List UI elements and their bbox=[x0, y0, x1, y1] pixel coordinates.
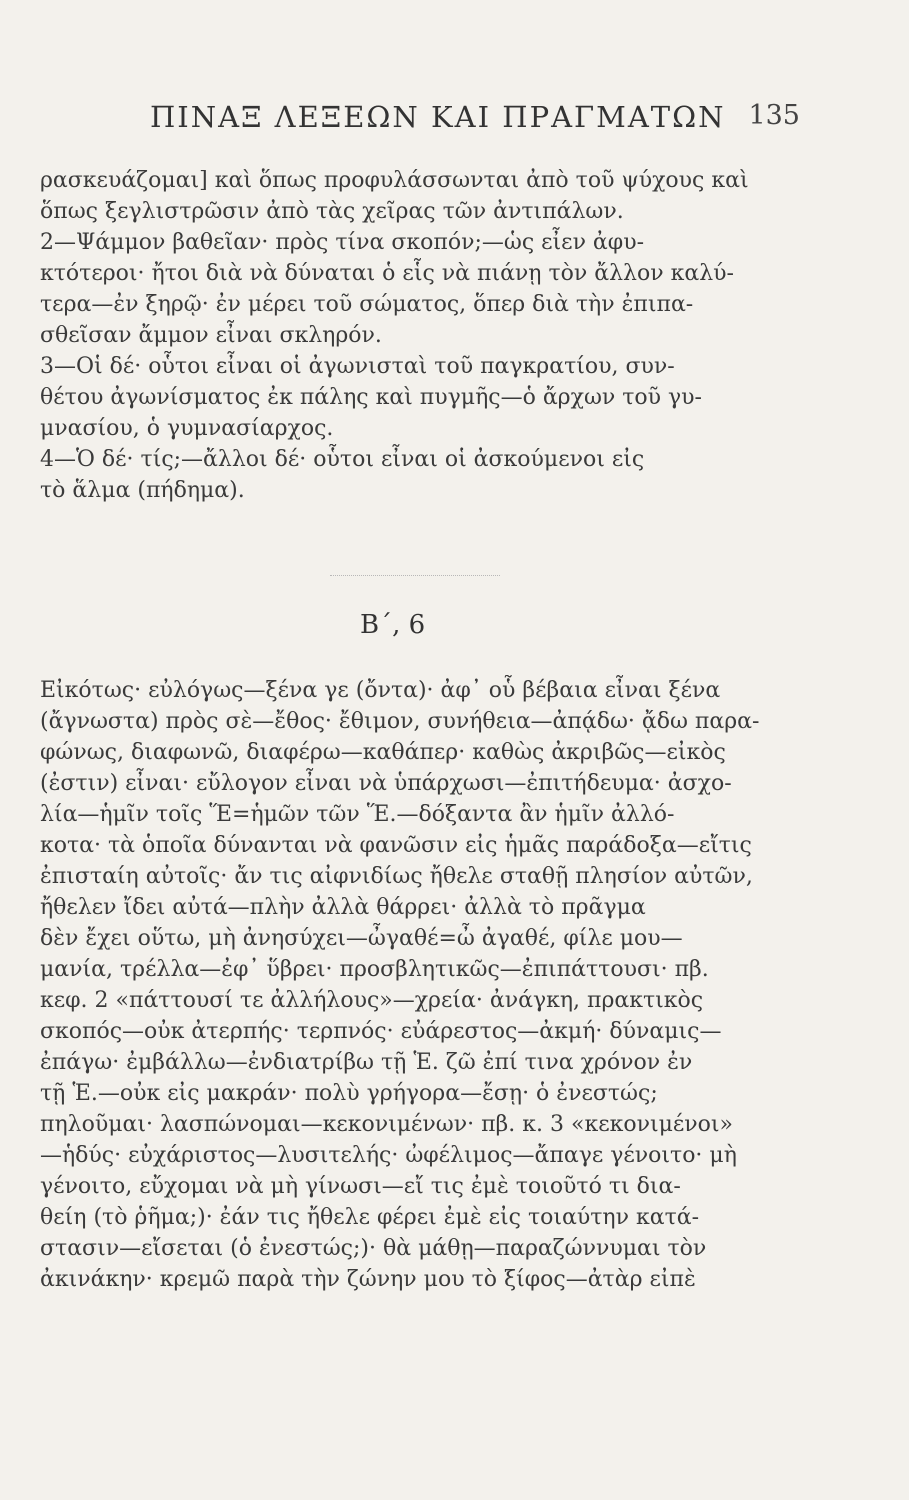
page-number: 135 bbox=[748, 100, 800, 131]
section-divider bbox=[330, 575, 500, 576]
text-line: μνασίου, ὁ γυμνασίαρχος. bbox=[40, 416, 334, 441]
text-line: ἐπισταίη αὐτοῖς· ἄν τις αἰφνιδίως ἤθελε σταθῇ πλησίον αὐτῶν, bbox=[40, 864, 753, 889]
running-header bbox=[40, 100, 800, 160]
text-line: κοτα· τὰ ὁποῖα δύνανται νὰ φανῶσιν εἰς ἡμᾶς παράδοξα—εἴτις bbox=[40, 833, 752, 858]
text-line: 3—Οἱ δέ· οὗτοι εἶναι οἱ ἀγωνισταὶ τοῦ παγκρατίου, συν- bbox=[40, 354, 675, 379]
text-line: 2—Ψάμμον βαθεῖαν· πρὸς τίνα σκοπόν;—ὡς εἶεν ἀφυ- bbox=[40, 230, 645, 255]
running-title: ΠΙΝΑΞ ΛΕΞΕΩΝ ΚΑΙ ΠΡΑΓΜΑΤΩΝ bbox=[150, 100, 726, 134]
text-line: μανία, τρέλλα—ἐφ᾽ ὕβρει· προσβλητικῶς—ἐπιπάττουσι· πβ. bbox=[40, 957, 709, 982]
text-line: (ἐστιν) εἶναι· εὔλογον εἶναι νὰ ὑπάρχωσι—ἐπιτήδευμα· ἀσχο- bbox=[40, 771, 732, 796]
text-line: τερα—ἐν ξηρῷ· ἐν μέρει τοῦ σώματος, ὅπερ διὰ τὴν ἐπιπα- bbox=[40, 292, 694, 317]
text-line: ρασκευάζομαι] καὶ ὅπως προφυλάσσωνται ἀπὸ τοῦ ψύχους καὶ bbox=[40, 168, 749, 193]
text-line: ἐπάγω· ἐμβάλλω—ἐνδιατρίβω τῇ Ἑ. ζῶ ἐπί τινα χρόνον ἐν bbox=[40, 1050, 693, 1075]
text-line: λία—ἡμῖν τοῖς Ἕ=ἡμῶν τῶν Ἕ.—δόξαντα ἂν ἡμῖν ἀλλό- bbox=[40, 802, 675, 827]
text-line: ἤθελεν ἴδει αὐτά—πλὴν ἀλλὰ θάρρει· ἀλλὰ τὸ πρᾶγμα bbox=[40, 895, 646, 920]
text-line: ἀκινάκην· κρεμῶ παρὰ τὴν ζώνην μου τὸ ξίφος—ἀτὰρ εἰπὲ bbox=[40, 1267, 696, 1292]
text-line: κεφ. 2 «πάττουσί τε ἀλλήλους»—χρεία· ἀνάγκη, πρακτικὸς bbox=[40, 988, 704, 1013]
text-line: 4—Ὁ δέ· τίς;—ἄλλοι δέ· οὗτοι εἶναι οἱ ἀσκούμενοι εἰς bbox=[40, 447, 645, 472]
commentary-section-2 bbox=[40, 675, 800, 1295]
text-line: φώνως, διαφωνῶ, διαφέρω—καθάπερ· καθὼς ἀκριβῶς—εἰκὸς bbox=[40, 740, 726, 765]
commentary-section-1 bbox=[40, 165, 800, 506]
text-line: τῇ Ἑ.—οὐκ εἰς μακράν· πολὺ γρήγορα—ἔσῃ· ὁ ἐνεστώς; bbox=[40, 1081, 658, 1106]
text-line: δὲν ἔχει οὕτω, μὴ ἀνησύχει—ὦγαθέ=ὦ ἀγαθέ, φίλε μου— bbox=[40, 926, 683, 951]
section-heading: Β΄, 6 bbox=[360, 610, 426, 640]
text-line: σκοπός—οὐκ ἀτερπής· τερπνός· εὐάρεστος—ἀκμή· δύναμις— bbox=[40, 1019, 722, 1044]
text-line: πηλοῦμαι· λασπώνομαι—κεκονιμένων· πβ. κ. 3 «κεκονιμένοι» bbox=[40, 1112, 733, 1137]
text-line: (ἄγνωστα) πρὸς σὲ—ἔθος· ἔθιμον, συνήθεια—ἀπᾴδω· ᾄδω παρα- bbox=[40, 709, 760, 734]
text-line: θέτου ἀγωνίσματος ἐκ πάλης καὶ πυγμῆς—ὁ ἄρχων τοῦ γυ- bbox=[40, 385, 702, 410]
text-line: τὸ ἅλμα (πήδημα). bbox=[40, 478, 245, 503]
text-line: κτότεροι· ἤτοι διὰ νὰ δύναται ὁ εἷς νὰ πιάνῃ τὸν ἄλλον καλύ- bbox=[40, 261, 734, 286]
text-line: στασιν—εἴσεται (ὁ ἐνεστώς;)· θὰ μάθῃ—παραζώννυμαι τὸν bbox=[40, 1236, 707, 1261]
text-line: γένοιτο, εὔχομαι νὰ μὴ γίνωσι—εἴ τις ἐμὲ τοιοῦτό τι δια- bbox=[40, 1174, 681, 1199]
book-page bbox=[40, 0, 840, 1500]
text-line: ὅπως ξεγλιστρῶσιν ἀπὸ τὰς χεῖρας τῶν ἀντιπάλων. bbox=[40, 199, 624, 224]
text-line: σθεῖσαν ἄμμον εἶναι σκληρόν. bbox=[40, 323, 382, 348]
text-line: θείη (τὸ ῥῆμα;)· ἐάν τις ἤθελε φέρει ἐμὲ εἰς τοιαύτην κατά- bbox=[40, 1205, 700, 1230]
text-line: —ἡδύς· εὐχάριστος—λυσιτελής· ὠφέλιμος—ἄπαγε γένοιτο· μὴ bbox=[40, 1143, 737, 1168]
text-line: Εἰκότως· εὐλόγως—ξένα γε (ὄντα)· ἀφ᾽ οὗ βέβαια εἶναι ξένα bbox=[40, 678, 721, 703]
